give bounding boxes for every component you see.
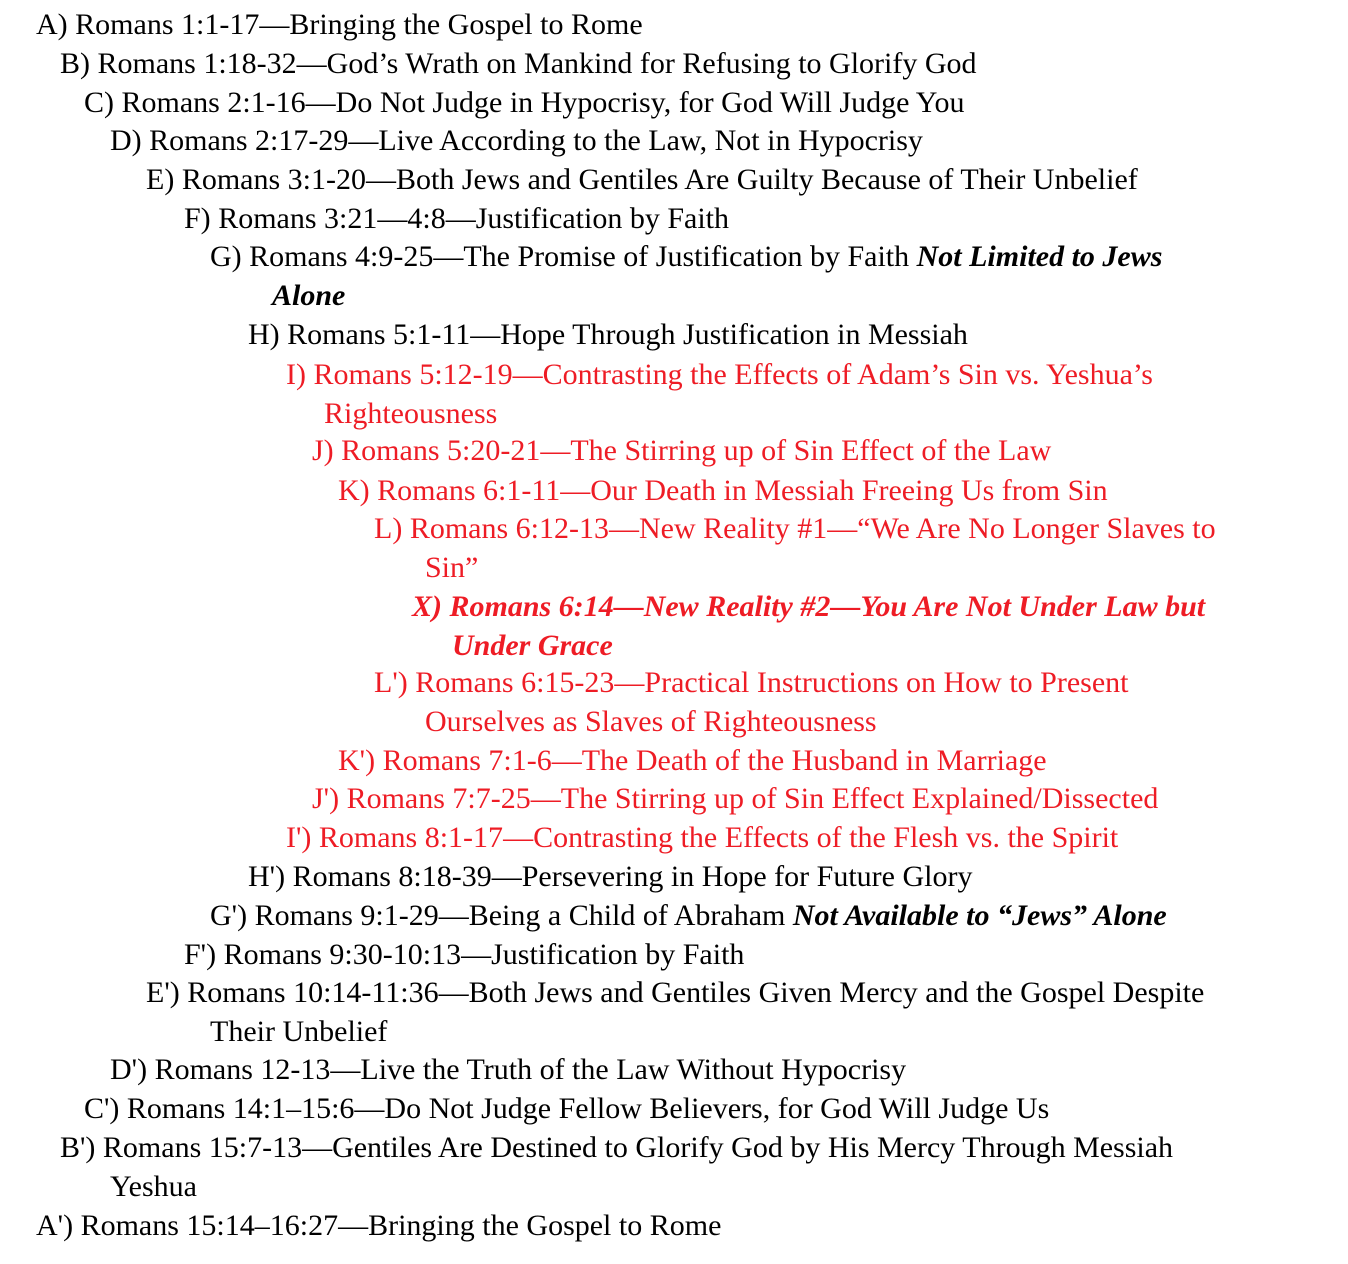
item-title: New Reality #2—You Are Not Under Law but [643, 590, 1206, 623]
outline-item-a-prime-line-1: A') Romans 15:14–16:27—Bringing the Gospel to Rome [36, 1209, 722, 1242]
outline-item-a-prime [36, 1207, 721, 1246]
outline-item-b-prime [60, 1129, 1173, 1206]
item-label: G') [210, 899, 248, 932]
outline-item-i-prime-line-1: I') Romans 8:1-17—Contrasting the Effects of the Flesh vs. the Spirit [286, 821, 1119, 854]
outline-item-c-line-1: C) Romans 2:1-16—Do Not Judge in Hypocrisy, for God Will Judge You [84, 86, 965, 119]
item-reference: Romans 9:30-10:13 [223, 938, 462, 971]
item-label: H) [248, 318, 280, 351]
item-title: New Reality #1—“We Are No Longer Slaves to [639, 512, 1216, 545]
outline-item-k-prime-line-1: K') Romans 7:1-6—The Death of the Husband in Marriage [338, 744, 1047, 777]
item-title: Being a Child of Abraham [468, 899, 793, 932]
item-label: J) [312, 434, 334, 467]
outline-item-k-prime [338, 742, 1047, 781]
item-label: I) [286, 358, 306, 391]
item-title: Hope Through Justification in Messiah [500, 318, 968, 351]
item-emphasis: Not Limited to Jews [916, 240, 1163, 273]
item-emphasis-continued: Alone [272, 278, 346, 312]
item-title: Justification by Faith [491, 938, 745, 971]
item-title-continued: Righteousness [324, 396, 498, 430]
outline-item-i-line-1: I) Romans 5:12-19—Contrasting the Effects of Adam’s Sin vs. Yeshua’s [286, 358, 1153, 391]
outline-item-k [338, 472, 1108, 511]
item-label: E') [146, 976, 180, 1009]
item-label: C) [84, 86, 114, 119]
item-label: K) [338, 474, 370, 507]
item-title: Bringing the Gospel to Rome [289, 8, 643, 41]
item-reference: Romans 3:21—4:8 [218, 202, 446, 235]
item-reference: Romans 10:14-11:36 [187, 976, 439, 1009]
item-title: Practical Instructions on How to Present [644, 666, 1129, 699]
outline-item-e-prime-line-2 [146, 1013, 1204, 1052]
item-title: Both Jews and Gentiles Given Mercy and the Gospel Despite [468, 976, 1205, 1009]
item-reference: Romans 2:17-29 [149, 124, 349, 157]
outline-item-j-prime [312, 780, 1158, 819]
item-title: Contrasting the Effects of Adam’s Sin vs. Yeshua’s [542, 358, 1153, 391]
item-reference: Romans 6:15-23 [415, 666, 615, 699]
outline-item-j [312, 432, 1051, 471]
outline-item-f [184, 200, 729, 239]
item-reference: Romans 3:1-20 [181, 163, 366, 196]
outline-item-g-line-1: G) Romans 4:9-25—The Promise of Justification by Faith Not Limited to Jews [210, 240, 1163, 273]
item-title: The Stirring up of Sin Effect of the Law [570, 434, 1052, 467]
outline-item-e-line-1: E) Romans 3:1-20—Both Jews and Gentiles Are Guilty Because of Their Unbelief [146, 163, 1138, 196]
item-reference: Romans 6:1-11 [377, 474, 561, 507]
outline-item-a-line-1: A) Romans 1:1-17—Bringing the Gospel to Rome [36, 8, 643, 41]
outline-item-b-prime-line-1: B') Romans 15:7-13—Gentiles Are Destined to Glorify God by His Mercy Through Messiah [60, 1131, 1174, 1164]
outline-item-h-prime [248, 858, 972, 897]
outline-item-h-line-1: H) Romans 5:1-11—Hope Through Justification in Messiah [248, 318, 968, 351]
item-label: D) [110, 124, 142, 157]
outline-item-l [374, 510, 1216, 587]
item-title: Live the Truth of the Law Without Hypocrisy [360, 1053, 907, 1086]
outline-item-g-line-2 [210, 277, 1162, 316]
item-title: The Stirring up of Sin Effect Explained/Dissected [560, 782, 1159, 815]
outline-item-g [210, 238, 1162, 315]
outline-item-b [60, 45, 977, 84]
item-label: A) [36, 8, 68, 41]
item-label: K') [338, 744, 376, 777]
item-title: The Death of the Husband in Marriage [581, 744, 1047, 777]
outline-item-i-prime [286, 819, 1118, 858]
item-reference: Romans 9:1-29 [254, 899, 439, 932]
outline-item-a [36, 6, 643, 45]
item-label: X) [412, 590, 442, 623]
item-reference: Romans 15:14–16:27 [80, 1209, 339, 1242]
item-label: D') [110, 1053, 148, 1086]
outline-item-k-line-1: K) Romans 6:1-11—Our Death in Messiah Freeing Us from Sin [338, 474, 1108, 507]
item-reference: Romans 6:12-13 [409, 512, 609, 545]
outline-item-j-prime-line-1: J') Romans 7:7-25—The Stirring up of Sin Effect Explained/Dissected [312, 782, 1159, 815]
item-label: E) [146, 163, 175, 196]
item-title: Contrasting the Effects of the Flesh vs. the Spirit [533, 821, 1119, 854]
item-reference: Romans 8:1-17 [318, 821, 504, 854]
item-title: Gentiles Are Destined to Glorify God by His Mercy Through Messiah [332, 1131, 1174, 1164]
item-reference: Romans 1:1-17 [75, 8, 260, 41]
item-title-continued: Ourselves as Slaves of Righteousness [425, 704, 877, 738]
outline-item-b-line-1: B) Romans 1:18-32—God’s Wrath on Mankind for Refusing to Glorify God [60, 47, 977, 80]
item-reference: Romans 8:18-39 [292, 860, 492, 893]
outline-item-l-line-1: L) Romans 6:12-13—New Reality #1—“We Are No Longer Slaves to [374, 512, 1216, 545]
outline-item-h [248, 316, 968, 355]
item-label: F) [184, 202, 211, 235]
item-label: L) [374, 512, 403, 545]
item-reference: Romans 1:18-32 [97, 47, 297, 80]
item-emphasis: Not Available to “Jews” Alone [792, 899, 1167, 932]
item-title-continued: Their Unbelief [210, 1014, 388, 1048]
outline-item-c [84, 84, 964, 123]
outline-item-c-prime-line-1: C') Romans 14:1–15:6—Do Not Judge Fellow Believers, for God Will Judge Us [84, 1092, 1050, 1125]
item-label: H') [248, 860, 286, 893]
item-label: B) [60, 47, 90, 80]
outline-item-x-line-1: X) Romans 6:14—New Reality #2—You Are Not Under Law but [412, 590, 1206, 623]
outline-item-d-line-1: D) Romans 2:17-29—Live According to the Law, Not in Hypocrisy [110, 124, 923, 157]
outline-item-b-prime-line-2 [60, 1168, 1173, 1207]
item-label: G) [210, 240, 242, 273]
outline-item-i [286, 356, 1153, 433]
outline-item-j-line-1: J) Romans 5:20-21—The Stirring up of Sin Effect of the Law [312, 434, 1052, 467]
item-reference: Romans 7:7-25 [346, 782, 531, 815]
item-reference: Romans 4:9-25 [249, 240, 434, 273]
item-title: Both Jews and Gentiles Are Guilty Because of Their Unbelief [396, 163, 1138, 196]
outline-item-l-prime-line-1: L') Romans 6:15-23—Practical Instructions on How to Present [374, 666, 1129, 699]
item-reference: Romans 12-13 [154, 1053, 331, 1086]
item-title: Do Not Judge in Hypocrisy, for God Will Judge You [335, 86, 965, 119]
outline-item-l-line-2 [374, 549, 1216, 588]
outline-item-d-prime-line-1: D') Romans 12-13—Live the Truth of the Law Without Hypocrisy [110, 1053, 907, 1086]
item-label: I') [286, 821, 312, 854]
item-reference: Romans 6:14 [449, 590, 614, 623]
outline-item-x-line-2 [412, 627, 1205, 666]
outline-item-i-line-2 [286, 395, 1153, 434]
item-label: A') [36, 1209, 74, 1242]
item-title: Justification by Faith [475, 202, 730, 235]
outline-item-g-prime [210, 897, 1167, 936]
item-label: L') [374, 666, 408, 699]
item-title: Bringing the Gospel to Rome [368, 1209, 722, 1242]
outline-item-l-prime-line-2 [374, 703, 1128, 742]
item-label: J') [312, 782, 340, 815]
item-title: God’s Wrath on Mankind for Refusing to Glorify God [326, 47, 977, 80]
outline-item-l-prime [374, 664, 1128, 741]
outline-item-h-prime-line-1: H') Romans 8:18-39—Persevering in Hope for Future Glory [248, 860, 973, 893]
item-reference: Romans 15:7-13 [102, 1131, 303, 1164]
item-reference: Romans 5:12-19 [313, 358, 513, 391]
outline-item-d-prime [110, 1051, 906, 1090]
item-label: C') [84, 1092, 120, 1125]
outline-item-e [146, 161, 1138, 200]
item-title: Our Death in Messiah Freeing Us from Sin [590, 474, 1108, 507]
item-title: Do Not Judge Fellow Believers, for God Will Judge Us [384, 1092, 1050, 1125]
outline-item-f-prime [184, 936, 744, 975]
item-title: The Promise of Justification by Faith [463, 240, 917, 273]
item-title: Persevering in Hope for Future Glory [521, 860, 973, 893]
outline-item-x-center [412, 588, 1205, 665]
item-title-continued: Sin” [425, 550, 479, 584]
outline-item-e-prime [146, 974, 1204, 1051]
item-reference: Romans 5:1-11 [287, 318, 471, 351]
outline-item-d [110, 122, 923, 161]
item-label: B') [60, 1131, 96, 1164]
item-reference: Romans 2:1-16 [121, 86, 306, 119]
item-reference: Romans 5:20-21 [341, 434, 541, 467]
item-title: Live According to the Law, Not in Hypocrisy [378, 124, 923, 157]
item-label: F') [184, 938, 217, 971]
item-reference: Romans 7:1-6 [382, 744, 552, 777]
item-reference: Romans 14:1–15:6 [126, 1092, 355, 1125]
outline-item-f-line-1: F) Romans 3:21—4:8—Justification by Faith [184, 202, 730, 235]
item-title-continued: Yeshua [110, 1169, 197, 1203]
outline-item-c-prime [84, 1090, 1049, 1129]
item-title-continued: Under Grace [452, 628, 613, 662]
outline-item-e-prime-line-1: E') Romans 10:14-11:36—Both Jews and Gentiles Given Mercy and the Gospel Despite [146, 976, 1205, 1009]
outline-item-f-prime-line-1: F') Romans 9:30-10:13—Justification by Faith [184, 938, 745, 971]
outline-item-g-prime-line-1: G') Romans 9:1-29—Being a Child of Abraham Not Available to “Jews” Alone [210, 899, 1167, 932]
